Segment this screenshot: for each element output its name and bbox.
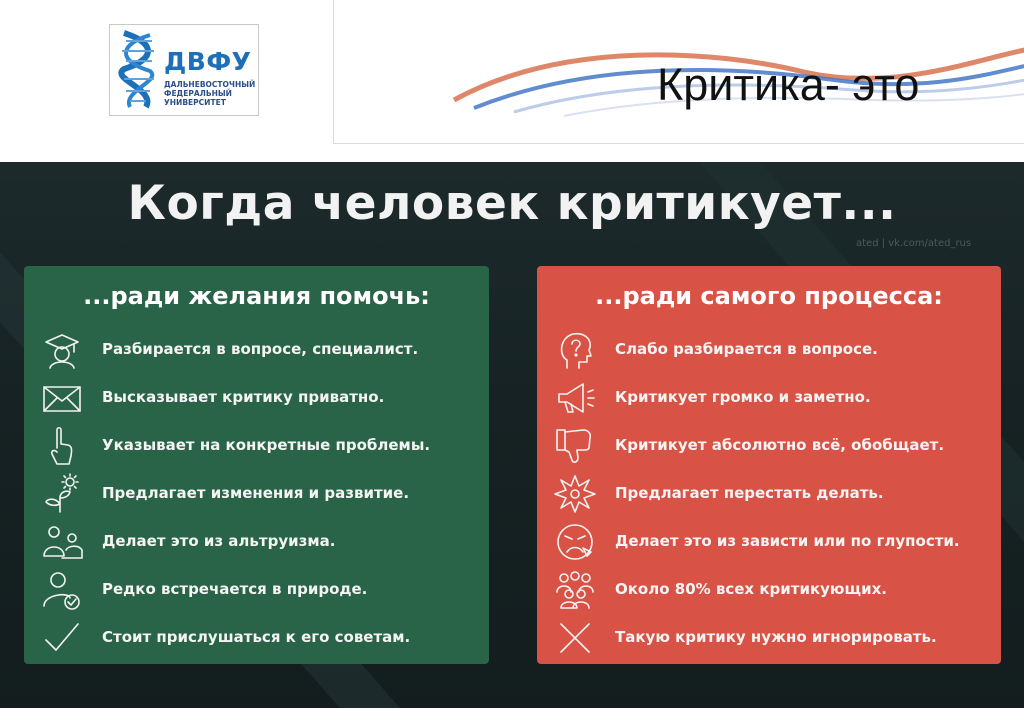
list-item-text: Около 80% всех критикующих. bbox=[615, 580, 887, 598]
list-item-text: Стоит прислушаться к его советам. bbox=[102, 628, 411, 646]
list-item-text: Критикует громко и заметно. bbox=[615, 388, 871, 406]
header-banner bbox=[333, 0, 1024, 144]
growth-sprout-icon bbox=[40, 472, 84, 516]
poster-title: Когда человек критикует... bbox=[127, 176, 897, 231]
list-item bbox=[24, 568, 489, 612]
help-panel-heading: ...ради желания помочь: bbox=[83, 282, 430, 310]
list-item bbox=[537, 616, 1001, 660]
list-item-text: Разбирается в вопросе, специалист. bbox=[102, 340, 419, 358]
critique-poster bbox=[0, 162, 1024, 708]
list-item bbox=[537, 376, 1001, 420]
list-item bbox=[537, 472, 1001, 516]
thumbs-down-icon bbox=[553, 424, 597, 468]
explosion-icon bbox=[553, 472, 597, 516]
list-item-text: Такую критику нужно игнорировать. bbox=[615, 628, 937, 646]
list-item bbox=[24, 520, 489, 564]
process-panel-heading: ...ради самого процесса: bbox=[595, 282, 943, 310]
list-item-text: Предлагает изменения и развитие. bbox=[102, 484, 410, 502]
pointing-hand-icon bbox=[40, 424, 84, 468]
help-panel bbox=[24, 266, 489, 664]
list-item bbox=[24, 328, 489, 372]
slide-title: Критика- это bbox=[657, 59, 920, 110]
logo-subtitle: ДАЛЬНЕВОСТОЧНЫЙ ФЕДЕРАЛЬНЫЙ УНИВЕРСИТЕТ bbox=[164, 80, 256, 107]
slide-header bbox=[0, 0, 1024, 160]
list-item-text: Указывает на конкретные проблемы. bbox=[102, 436, 431, 454]
process-panel bbox=[537, 266, 1001, 664]
university-logo bbox=[109, 24, 259, 116]
list-item bbox=[537, 328, 1001, 372]
megaphone-icon bbox=[553, 376, 597, 420]
list-item-text: Делает это из альтруизма. bbox=[102, 532, 336, 550]
list-item-text: Высказывает критику приватно. bbox=[102, 388, 385, 406]
list-item-text: Редко встречается в природе. bbox=[102, 580, 368, 598]
crowd-icon bbox=[553, 568, 597, 612]
list-item-text: Критикует абсолютно всё, обобщает. bbox=[615, 436, 945, 454]
watermark: ated | vk.com/ated_rus bbox=[856, 238, 972, 249]
list-item-text: Слабо разбирается в вопросе. bbox=[615, 340, 878, 358]
user-check-icon bbox=[40, 568, 84, 612]
angry-face-icon bbox=[553, 520, 597, 564]
list-item bbox=[24, 376, 489, 420]
dna-helix-icon bbox=[116, 29, 162, 111]
logo-name: ДВФУ bbox=[164, 47, 252, 76]
list-item bbox=[24, 424, 489, 468]
checkmark-icon bbox=[40, 616, 84, 660]
head-question-icon bbox=[553, 328, 597, 372]
envelope-icon bbox=[40, 376, 84, 420]
list-item-text: Делает это из зависти или по глупости. bbox=[615, 532, 960, 550]
list-item bbox=[24, 616, 489, 660]
list-item bbox=[24, 472, 489, 516]
list-item-text: Предлагает перестать делать. bbox=[615, 484, 884, 502]
list-item bbox=[537, 568, 1001, 612]
helping-people-icon bbox=[40, 520, 84, 564]
list-item bbox=[537, 424, 1001, 468]
list-item bbox=[537, 520, 1001, 564]
graduate-icon bbox=[40, 328, 84, 372]
cross-icon bbox=[553, 616, 597, 660]
